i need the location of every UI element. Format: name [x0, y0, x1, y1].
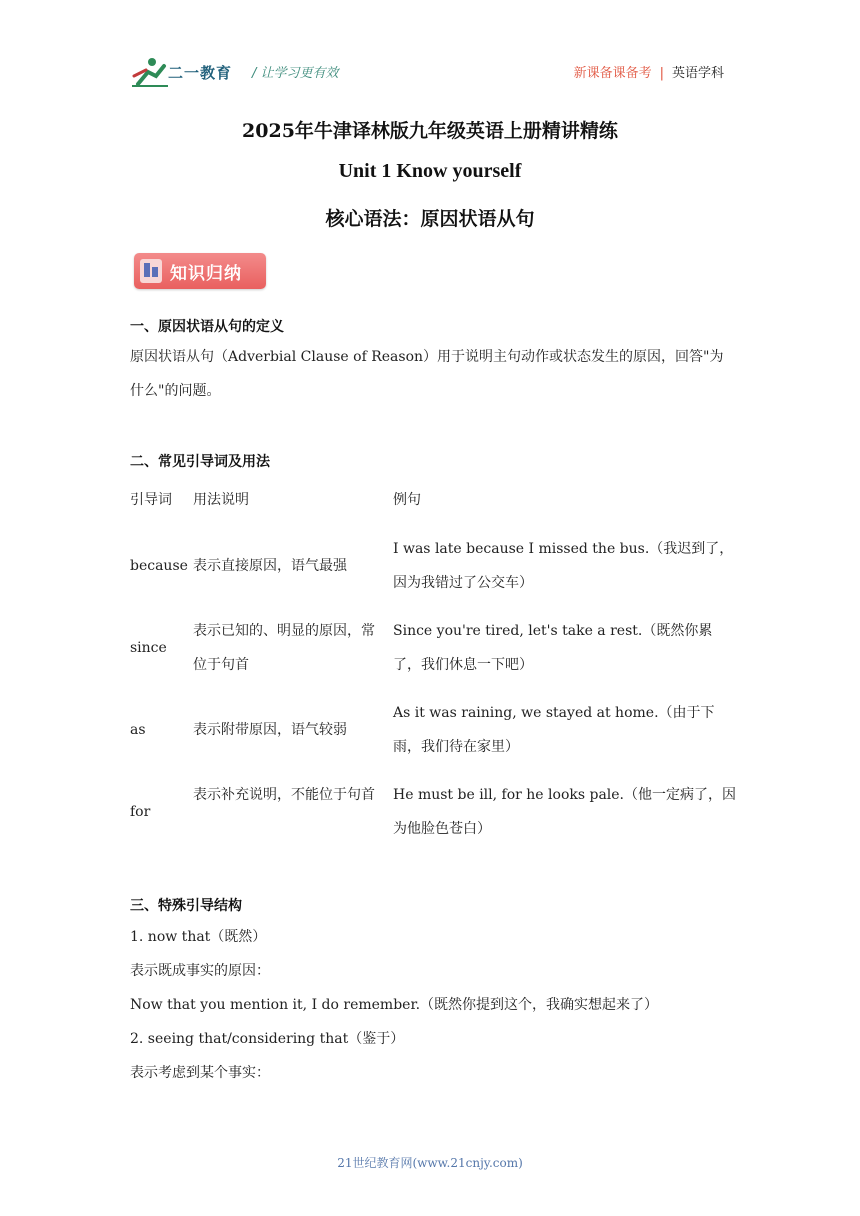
table-cell-example: As it was raining, we stayed at home.（由于下雨，我们待在家里） [393, 705, 715, 755]
badge-label: 知识归纳 [170, 264, 242, 284]
table-cell-example: Since you're tired, let's take a rest.（既然你累了，我们休息一下吧） [393, 623, 713, 673]
slogan: / 让学习更有效 [252, 66, 339, 81]
page-footer: 21世纪教育网(www.21cnjy.com) [337, 1156, 523, 1170]
section3-heading: 三、特殊引导结构 [130, 898, 242, 914]
table-cell-word: since [130, 640, 167, 656]
knowledge-summary-badge [134, 253, 266, 289]
table-cell-word: as [130, 722, 146, 738]
table-cell-example: He must be ill, for he looks pale.（他一定病了，因为他脸色苍白） [393, 787, 737, 837]
section1-heading: 一、原因状语从句的定义 [130, 319, 284, 335]
section3-line: Now that you mention it, I do remember.（既然你提到这个，我确实想起来了） [130, 997, 659, 1013]
table-cell-usage: 表示已知的、明显的原因，常位于句首 [193, 623, 375, 673]
header-subject-label: 英语学科 [671, 66, 724, 81]
table-header-usage: 用法说明 [193, 492, 249, 508]
unit-title: Unit 1 Know yourself [338, 160, 522, 182]
table-header-example: 例句 [393, 492, 421, 508]
section3-line: 表示考虑到某个事实： [130, 1065, 270, 1081]
table-cell-usage: 表示补充说明，不能位于句首 [193, 787, 375, 803]
book-chart-icon [140, 259, 162, 283]
topic-title: 核心语法：原因状语从句 [325, 208, 535, 230]
logo-text: 二一教育 [168, 64, 233, 82]
table-cell-usage: 表示直接原因，语气最强 [193, 558, 347, 574]
table-header-word: 引导词 [130, 492, 172, 508]
runner-logo-icon [130, 56, 170, 88]
table-cell-word: because [130, 558, 188, 574]
logo [130, 56, 240, 88]
page-header [130, 56, 730, 90]
header-subject [574, 62, 724, 81]
section3-line: 2. seeing that/considering that（鉴于） [130, 1031, 405, 1047]
header-separator: | [659, 66, 664, 81]
section1-text: 原因状语从句（Adverbial Clause of Reason）用于说明主句动作或状态发生的原因，回答"为什么"的问题。 [130, 349, 724, 399]
document-title: 2025年牛津译林版九年级英语上册精讲精练 [242, 120, 618, 142]
header-tagline: 新课备课备考 [573, 66, 652, 81]
table-cell-usage: 表示附带原因，语气较弱 [193, 722, 347, 738]
section3-line: 表示既成事实的原因： [130, 963, 270, 979]
section2-heading: 二、常见引导词及用法 [130, 454, 270, 470]
table-cell-example: I was late because I missed the bus.（我迟到了，因为我错过了公交车） [393, 541, 734, 591]
table-cell-word: for [130, 804, 151, 820]
section3-line: 1. now that（既然） [130, 929, 267, 945]
